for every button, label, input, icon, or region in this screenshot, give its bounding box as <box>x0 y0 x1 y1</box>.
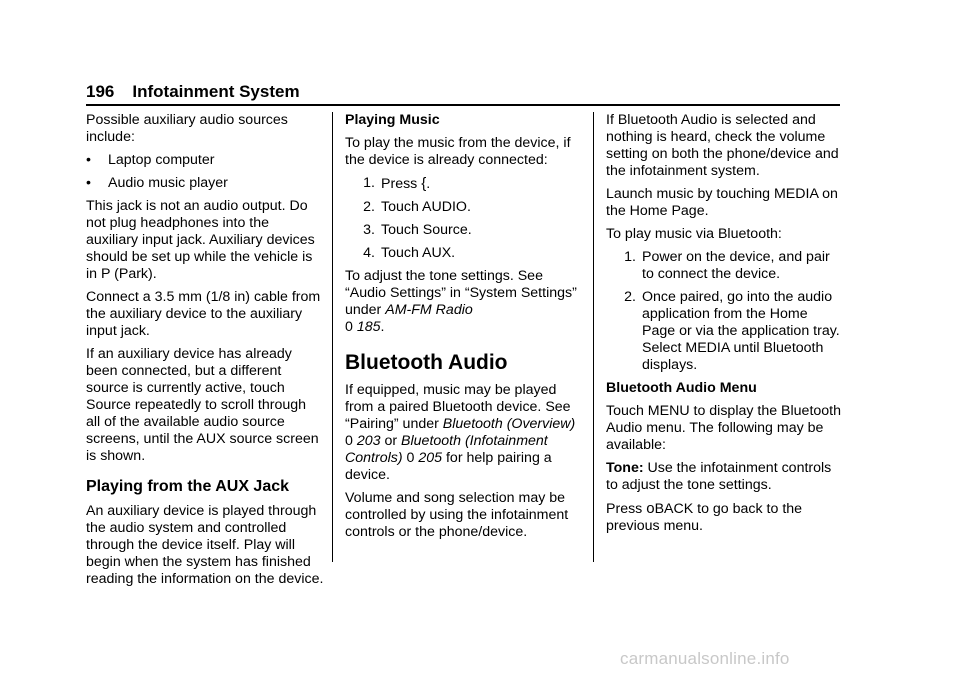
column-divider-1 <box>332 112 333 562</box>
paragraph: Tone: Use the infotainment controls to adjust the tone settings. <box>606 460 832 493</box>
page-reference[interactable]: 203 <box>356 433 381 449</box>
list-item <box>86 175 324 192</box>
column-1 <box>86 112 324 594</box>
paragraph: If Bluetooth Audio is selected and nothing is heard, check the volume setting on both the phone/device and the infotainment system. <box>606 112 839 179</box>
paragraph: An auxiliary device is played through the audio system and controlled through the device itself. Play will begin when the system has finished reading the information on the device. <box>86 503 324 587</box>
section-title: Infotainment System <box>132 82 300 101</box>
paragraph: Touch MENU to display the Bluetooth Audio menu. The following may be available: <box>606 403 842 453</box>
column-divider-2 <box>593 112 594 562</box>
list-item <box>606 249 842 283</box>
page-ref-arrow-icon: 0 <box>406 450 415 466</box>
page-reference[interactable]: 185 <box>356 319 381 335</box>
step-number: 2. <box>363 199 375 215</box>
list-item <box>606 289 842 374</box>
column-3 <box>606 112 842 541</box>
list-item <box>345 175 583 193</box>
paragraph: Launch music by touching MEDIA on the Home Page. <box>606 186 838 219</box>
step-number: 4. <box>363 245 375 261</box>
cross-reference-link[interactable]: Bluetooth (Infotainment Controls) <box>345 433 548 466</box>
paragraph: If equipped, music may be played from a paired Bluetooth device. See “Pairing” under Bluetooth (Overview) 0 203 or Bluetooth (Infotainment Controls) 0 205 for help pairing a device. <box>345 382 576 483</box>
list-item <box>86 152 324 169</box>
step-number: 1. <box>363 175 375 191</box>
list-item <box>345 222 583 239</box>
step-number: 2. <box>624 289 636 305</box>
step-text: Power on the device, and pair to connect the device. <box>642 249 830 282</box>
list-item <box>345 199 583 216</box>
paragraph: This jack is not an audio output. Do not plug headphones into the auxiliary input jack. Auxiliary devices should be set up while the vehicle is in P (Park). <box>86 198 315 282</box>
subheading-playing-music: Playing Music <box>345 112 440 128</box>
subheading-aux-jack: Playing from the AUX Jack <box>86 478 290 495</box>
step-text: Press {. <box>381 175 431 192</box>
header-rule <box>86 104 840 106</box>
paragraph: Press oBACK to go back to the previous menu. <box>606 500 803 534</box>
step-text: Touch AUX. <box>381 245 456 261</box>
paragraph: Possible auxiliary audio sources include: <box>86 112 288 145</box>
paragraph: To play the music from the device, if the device is already connected: <box>345 135 571 168</box>
page-number: 196 <box>86 82 115 101</box>
watermark: carmanualsonline.info <box>620 649 790 668</box>
page-ref-arrow-icon: 0 <box>345 433 353 449</box>
page-header <box>86 80 840 104</box>
list-item <box>345 245 583 262</box>
tone-label: Tone: <box>606 460 644 476</box>
paragraph: To play music via Bluetooth: <box>606 226 782 242</box>
bullet-icon: • <box>86 152 91 168</box>
column-2 <box>345 112 583 547</box>
paragraph: If an auxiliary device has already been connected, but a different source is currently active, touch Source repeatedly to scroll through all of the available audio source screens, until the AUX source screen is shown. <box>86 346 319 464</box>
page-reference[interactable]: 205 <box>418 450 443 466</box>
bullet-icon: • <box>86 175 91 191</box>
step-text: Touch Source. <box>381 222 472 238</box>
step-text: Once paired, go into the audio application from the Home Page or via the application tray. Select MEDIA until Bluetooth displays. <box>642 289 840 373</box>
subheading-bluetooth-audio-menu: Bluetooth Audio Menu <box>606 380 757 396</box>
paragraph: To adjust the tone settings. See “Audio Settings” in “System Settings” under AM-FM Radio 0 185. <box>345 268 577 335</box>
page-ref-arrow-icon: 0 <box>345 319 353 335</box>
back-icon: o <box>646 500 655 517</box>
step-text: Touch AUDIO. <box>381 199 471 215</box>
list-item-text: Audio music player <box>108 175 228 191</box>
paragraph: Connect a 3.5 mm (1/8 in) cable from the auxiliary device to the auxiliary input jack. <box>86 289 321 339</box>
cross-reference-link[interactable]: AM-FM Radio <box>385 302 473 318</box>
paragraph: Volume and song selection may be controlled by using the infotainment controls or the phone/device. <box>345 490 569 540</box>
step-number: 1. <box>624 249 636 265</box>
list-item-text: Laptop computer <box>108 152 215 168</box>
cross-reference-link[interactable]: Bluetooth (Overview) <box>442 416 576 432</box>
step-number: 3. <box>363 222 375 238</box>
heading-bluetooth-audio: Bluetooth Audio <box>345 351 508 374</box>
home-icon: { <box>421 175 427 192</box>
